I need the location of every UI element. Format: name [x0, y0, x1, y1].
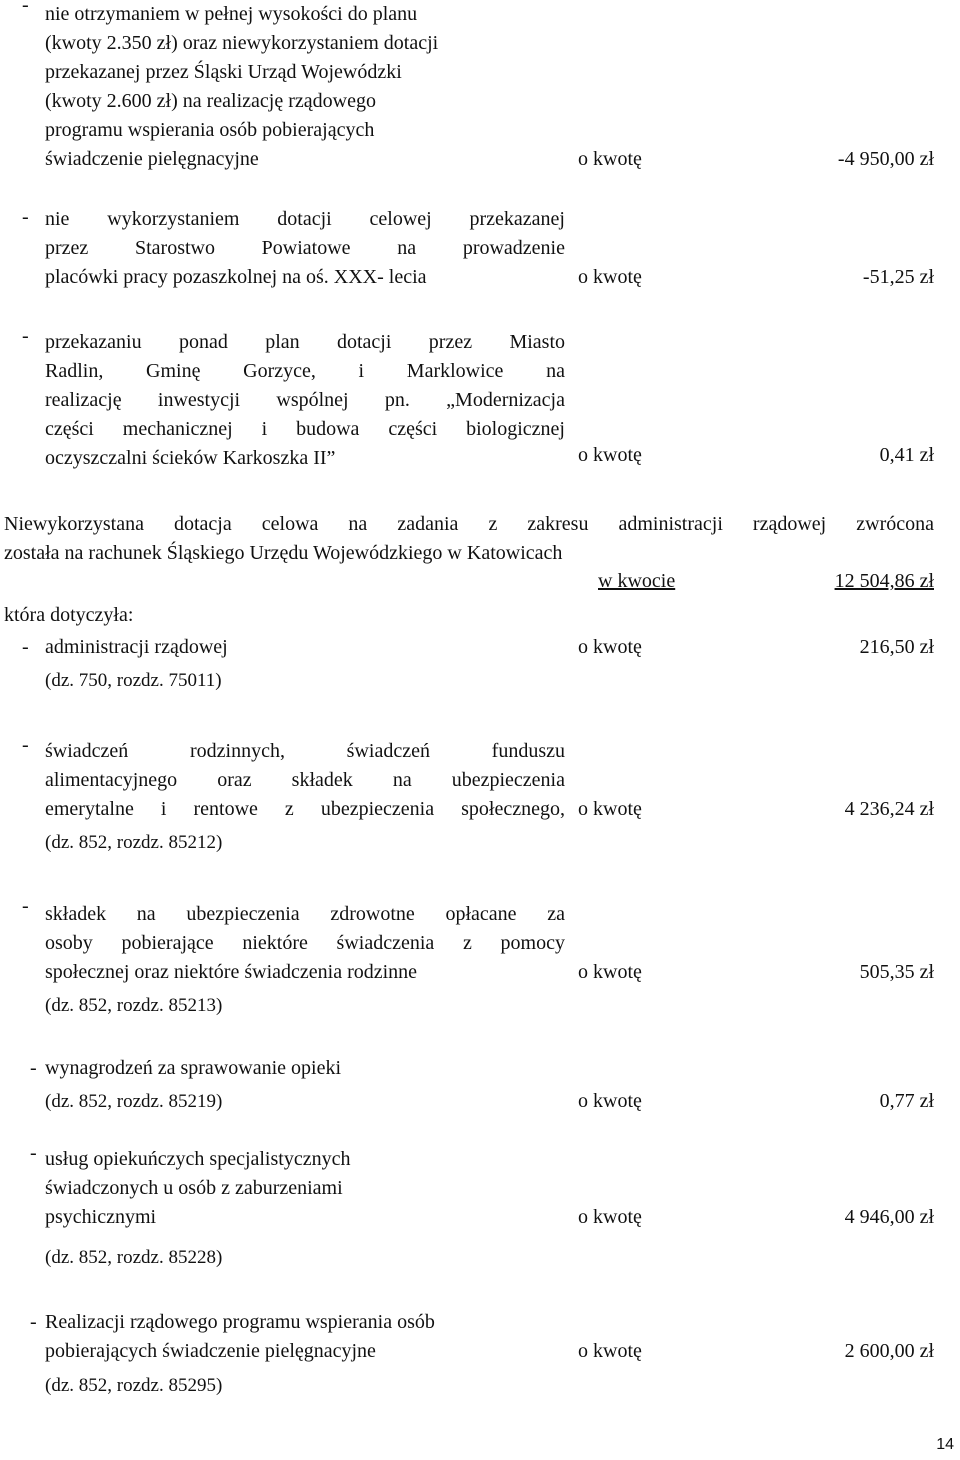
item-description — [45, 1145, 565, 1232]
desc-line: świadczonych u osób z zaburzeniami — [45, 1177, 343, 1199]
item-description — [45, 328, 565, 473]
desc-line: przekazanej przez Śląski Urząd Wojewódzki — [45, 61, 402, 83]
bullet-dash: - — [30, 1057, 37, 1079]
amount-label: o kwotę — [578, 961, 642, 983]
amount-value: 505,35 zł — [859, 961, 934, 983]
desc-line: usług opiekuńczych specjalistycznych — [45, 1148, 351, 1170]
amount-value: 216,50 zł — [859, 636, 934, 658]
amount-label: o kwotę — [578, 636, 642, 658]
summary-line: Niewykorzystana dotacja celowa na zadania z zakresu administracji rządowej zwrócona — [4, 513, 934, 535]
bullet-dash: - — [22, 206, 29, 228]
desc-line: nie otrzymaniem w pełnej wysokości do planu — [45, 3, 418, 25]
bullet-dash: - — [22, 636, 29, 658]
desc-line: psychicznymi — [45, 1206, 157, 1228]
desc-line: świadczeń rodzinnych, świadczeń funduszu — [45, 740, 565, 762]
desc-line: wynagrodzeń za sprawowanie opieki — [45, 1057, 341, 1079]
desc-line: składek na ubezpieczenia zdrowotne opłacane za — [45, 903, 565, 925]
item-description — [45, 205, 565, 292]
desc-line: świadczenie pielęgnacyjne — [45, 148, 259, 170]
amount-label: o kwotę — [578, 266, 642, 288]
amount-label: o kwotę — [578, 444, 642, 466]
bullet-dash: - — [22, 734, 29, 756]
classification-ref: (dz. 852, rozdz. 85228) — [45, 1247, 223, 1268]
item-description — [45, 633, 565, 662]
summary-amount: 12 504,86 zł — [834, 570, 934, 592]
desc-line: osoby pobierające niektóre świadczenia z pomocy — [45, 932, 565, 954]
classification-ref: (dz. 852, rozdz. 85219) — [45, 1091, 223, 1112]
bullet-dash: - — [22, 0, 29, 16]
desc-line: administracji rządowej — [45, 636, 228, 658]
desc-line: społecznej oraz niektóre świadczenia rodzinne — [45, 961, 418, 983]
desc-line: przez Starostwo Powiatowe na prowadzenie — [45, 237, 565, 259]
bullet-dash: - — [22, 325, 29, 347]
classification-ref: (dz. 852, rozdz. 85212) — [45, 832, 223, 853]
amount-value: -51,25 zł — [862, 266, 934, 288]
amount-label: o kwotę — [578, 148, 642, 170]
bullet-dash: - — [30, 1142, 37, 1164]
desc-line: emerytalne i rentowe z ubezpieczenia społecznego, — [45, 798, 565, 820]
amount-value: -4 950,00 zł — [837, 148, 934, 170]
summary-paragraph — [4, 510, 934, 568]
desc-line: realizację inwestycji wspólnej pn. „Modernizacja — [45, 389, 565, 411]
desc-line: oczyszczalni ścieków Karkoszka II” — [45, 447, 336, 469]
desc-line: przekazaniu ponad plan dotacji przez Miasto — [45, 331, 565, 353]
desc-line: alimentacyjnego oraz składek na ubezpieczenia — [45, 769, 565, 791]
classification-ref: (dz. 750, rozdz. 75011) — [45, 670, 222, 691]
summary-intro: która dotyczyła: — [4, 604, 134, 626]
desc-line: części mechanicznej i budowa części biologicznej — [45, 418, 565, 440]
desc-line: programu wspierania osób pobierających — [45, 119, 375, 141]
amount-value: 0,41 zł — [879, 444, 934, 466]
summary-label: w kwocie — [598, 570, 676, 592]
amount-value: 4 236,24 zł — [844, 798, 934, 820]
amount-label: o kwotę — [578, 1340, 642, 1362]
desc-line: placówki pracy pozaszkolnej na oś. XXX- lecia — [45, 266, 427, 288]
amount-value: 0,77 zł — [879, 1090, 934, 1112]
amount-label: o kwotę — [578, 798, 642, 820]
bullet-dash: - — [30, 1311, 37, 1333]
desc-line: (kwoty 2.600 zł) na realizację rządowego — [45, 90, 376, 112]
desc-line: nie wykorzystaniem dotacji celowej przekazanej — [45, 208, 565, 230]
classification-ref: (dz. 852, rozdz. 85295) — [45, 1375, 223, 1396]
desc-line: pobierających świadczenie pielęgnacyjne — [45, 1340, 376, 1362]
bullet-dash: - — [22, 895, 29, 917]
amount-value: 2 600,00 zł — [844, 1340, 934, 1362]
item-description — [45, 0, 565, 174]
item-description — [45, 1308, 565, 1366]
amount-label: o kwotę — [578, 1206, 642, 1228]
page-number: 14 — [936, 1436, 954, 1453]
desc-line: Radlin, Gminę Gorzyce, i Marklowice na — [45, 360, 565, 382]
summary-line: została na rachunek Śląskiego Urzędu Wojewódzkiego w Katowicach — [4, 542, 563, 564]
amount-value: 4 946,00 zł — [844, 1206, 934, 1228]
desc-line: Realizacji rządowego programu wspierania osób — [45, 1311, 435, 1333]
classification-ref: (dz. 852, rozdz. 85213) — [45, 995, 223, 1016]
amount-label: o kwotę — [578, 1090, 642, 1112]
item-description — [45, 1054, 565, 1083]
item-description — [45, 737, 565, 824]
desc-line: (kwoty 2.350 zł) oraz niewykorzystaniem dotacji — [45, 32, 439, 54]
item-description — [45, 900, 565, 987]
